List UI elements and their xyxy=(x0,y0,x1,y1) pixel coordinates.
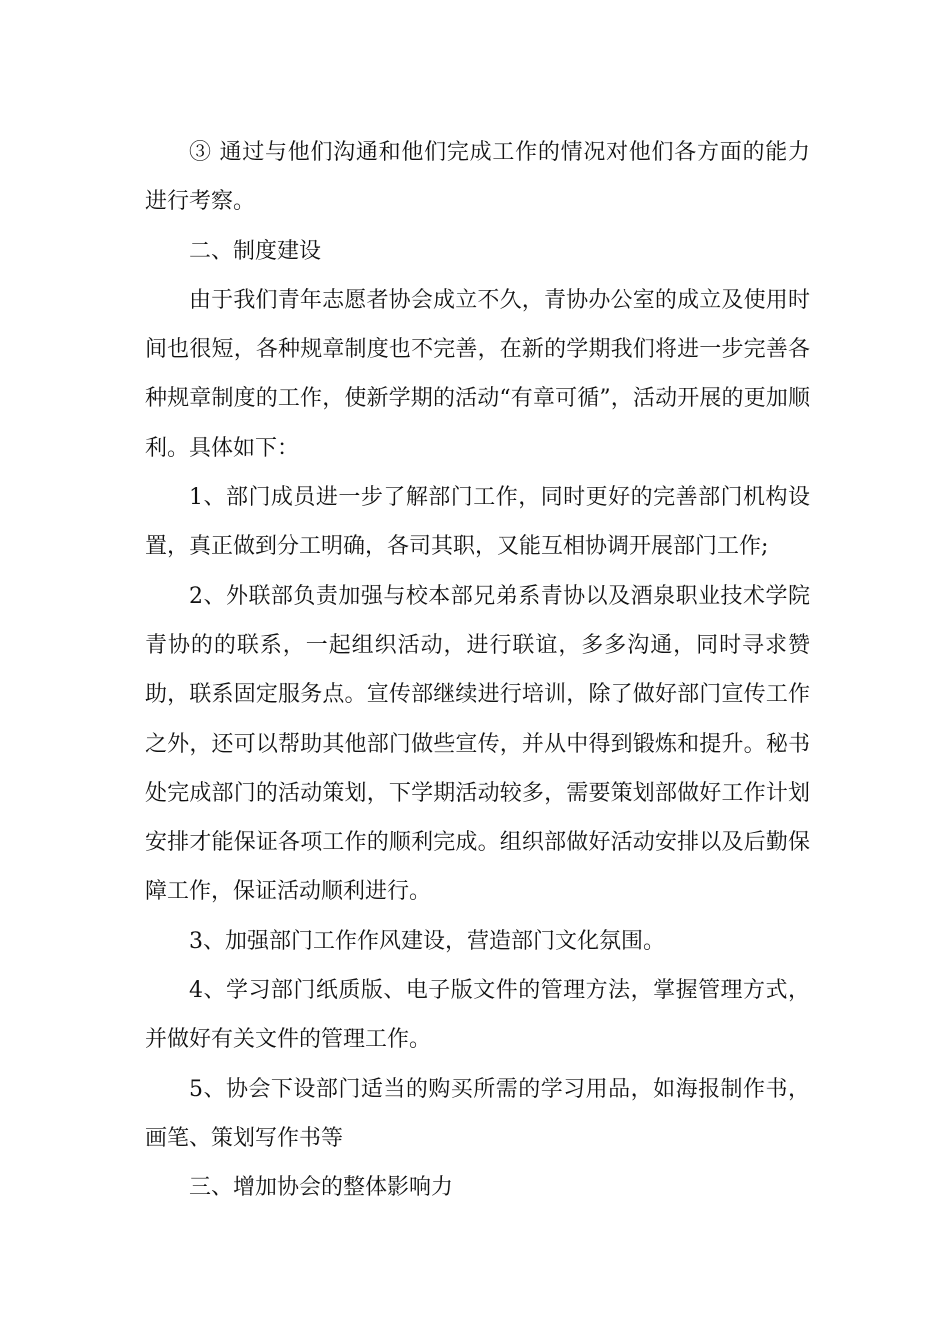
heading-system-building: 二、制度建设 xyxy=(189,238,322,264)
paragraph-ability-review: ③ 通过与他们沟通和他们完成工作的情况对他们各方面的能力进行考察。 xyxy=(145,140,810,215)
document-page xyxy=(145,128,810,1213)
paragraph-item-3: 3、加强部门工作作风建设，营造部门文化氛围。 xyxy=(189,928,665,954)
paragraph-item-1: 1、部门成员进一步了解部门工作，同时更好的完善部门机构设置，真正做到分工明确，各司其职，又能互相协调开展部门工作; xyxy=(145,485,810,560)
paragraph-item-2: 2、外联部负责加强与校本部兄弟系青协以及酒泉职业技术学院青协的的联系，一起组织活动，进行联谊，多多沟通，同时寻求赞助，联系固定服务点。宣传部继续进行培训，除了做好部门宣传工作之外，还可以帮助其他部门做些宣传，并从中得到锻炼和提升。秘书处完成部门的活动策划，下学期活动较多，需要策划部做好工作计划安排才能保证各项工作的顺利完成。组织部做好活动安排以及后勤保障工作，保证活动顺利进行。 xyxy=(145,583,810,905)
paragraph-system-intro: 由于我们青年志愿者协会成立不久，青协办公室的成立及使用时间也很短，各种规章制度也不完善，在新的学期我们将进一步完善各种规章制度的工作，使新学期的活动“有章可循”，活动开展的更加顺利。具体如下： xyxy=(145,287,810,461)
paragraph-item-5: 5、协会下设部门适当的购买所需的学习用品，如海报制作书，画笔、策划写作书等 xyxy=(145,1076,810,1151)
heading-influence: 三、增加协会的整体影响力 xyxy=(189,1175,454,1201)
paragraph-item-4: 4、学习部门纸质版、电子版文件的管理方法，掌握管理方式，并做好有关文件的管理工作。 xyxy=(145,978,810,1053)
